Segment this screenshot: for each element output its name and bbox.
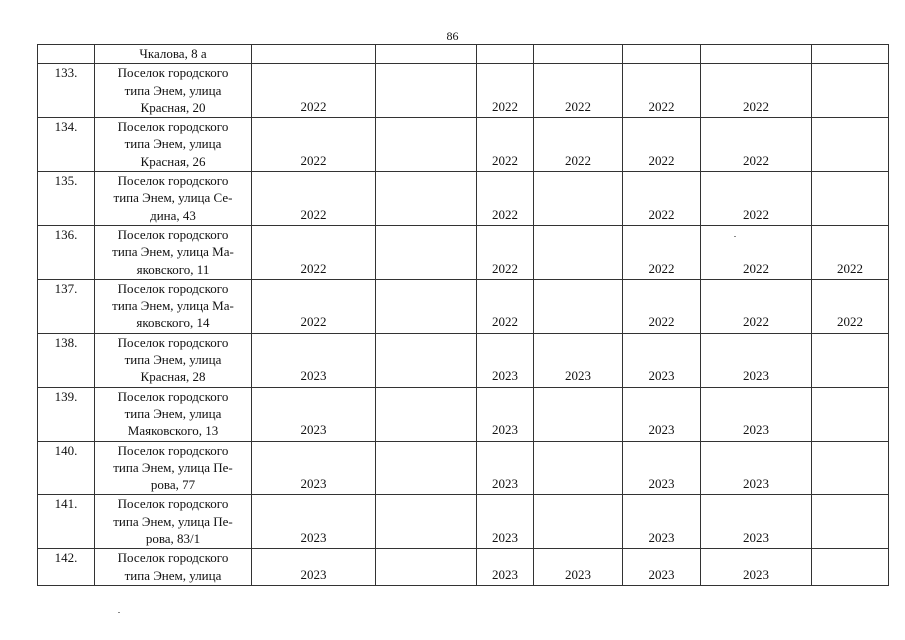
address-line: Поселок городского: [117, 65, 229, 81]
year-cell: 2023: [252, 549, 376, 586]
year-cell: [812, 172, 889, 226]
year-cell: [376, 118, 477, 172]
year-cell: [812, 64, 889, 118]
year-cell: 2023: [623, 495, 701, 549]
address-cell: [95, 225, 252, 279]
address-line: Красная, 20: [140, 99, 206, 115]
address-cell: [95, 333, 252, 387]
year-cell: [376, 64, 477, 118]
address-line: рова, 83/1: [145, 531, 201, 547]
year-cell: 2023: [701, 495, 812, 549]
year-cell: 2023: [252, 495, 376, 549]
row-number: [38, 45, 95, 64]
address-cell: [95, 387, 252, 441]
address-cell: [95, 64, 252, 118]
year-cell: 2022: [252, 64, 376, 118]
year-cell: 2023: [623, 333, 701, 387]
address-cell: [95, 118, 252, 172]
year-cell: [534, 387, 623, 441]
year-cell: 2022: [701, 225, 812, 279]
year-cell: [812, 441, 889, 495]
address-cell: [95, 495, 252, 549]
year-cell: 2023: [534, 549, 623, 586]
address-line: типа Энем, улица Ма-: [112, 244, 234, 260]
address-line: Поселок городского: [117, 226, 229, 242]
year-cell: [252, 45, 376, 64]
year-cell: [534, 225, 623, 279]
year-cell: [534, 45, 623, 64]
year-cell: [812, 333, 889, 387]
year-cell: 2023: [252, 333, 376, 387]
table-row: [38, 441, 889, 495]
table-row: [38, 495, 889, 549]
row-number: 140.: [38, 441, 95, 495]
year-cell: [376, 225, 477, 279]
address-line: Поселок городского: [117, 388, 229, 404]
year-cell: 2022: [701, 64, 812, 118]
year-cell: [376, 441, 477, 495]
schedule-table: [37, 44, 889, 586]
year-cell: [812, 45, 889, 64]
year-cell: 2023: [477, 495, 534, 549]
address-line: Поселок городского: [117, 550, 229, 566]
row-number: 135.: [38, 172, 95, 226]
year-cell: [701, 45, 812, 64]
year-cell: [534, 495, 623, 549]
address-line: Поселок городского: [117, 442, 229, 458]
year-cell: 2023: [701, 333, 812, 387]
address-line: рова, 77: [150, 477, 196, 493]
year-cell: 2023: [701, 441, 812, 495]
address-line: Красная, 28: [140, 369, 206, 385]
row-number: 141.: [38, 495, 95, 549]
year-cell: 2022: [534, 64, 623, 118]
year-cell: 2023: [623, 441, 701, 495]
table-row: [38, 279, 889, 333]
year-cell: 2023: [623, 549, 701, 586]
year-cell: 2022: [477, 279, 534, 333]
year-cell: 2022: [252, 172, 376, 226]
address-line: типа Энем, улица: [124, 82, 222, 98]
year-cell: [376, 387, 477, 441]
row-number: 139.: [38, 387, 95, 441]
year-cell: [812, 387, 889, 441]
table-row: [38, 387, 889, 441]
year-cell: [534, 279, 623, 333]
year-cell: [477, 45, 534, 64]
table-row: [38, 118, 889, 172]
address-line: типа Энем, улица: [124, 405, 222, 421]
year-cell: 2023: [701, 549, 812, 586]
address-line: типа Энем, улица: [124, 136, 222, 152]
year-cell: 2023: [477, 441, 534, 495]
year-cell: [376, 279, 477, 333]
year-cell: 2023: [534, 333, 623, 387]
scan-speck: [118, 612, 120, 613]
year-cell: 2022: [623, 279, 701, 333]
year-cell: 2023: [701, 387, 812, 441]
year-cell: 2022: [623, 172, 701, 226]
year-cell: 2022: [477, 64, 534, 118]
address-cell: [95, 279, 252, 333]
address-line: яковского, 14: [136, 315, 210, 331]
address-line: типа Энем, улица Пе-: [113, 513, 233, 529]
year-cell: 2023: [623, 387, 701, 441]
table-row: [38, 64, 889, 118]
address-line: Чкалова, 8 а: [139, 46, 207, 61]
year-cell: 2022: [534, 118, 623, 172]
year-cell: 2022: [623, 225, 701, 279]
year-cell: [376, 333, 477, 387]
address-line: Поселок городского: [117, 119, 229, 135]
year-cell: 2022: [252, 118, 376, 172]
address-line: Красная, 26: [140, 153, 206, 169]
year-cell: [812, 549, 889, 586]
address-line: типа Энем, улица: [124, 567, 222, 583]
year-cell: 2022: [812, 279, 889, 333]
year-cell: 2023: [477, 333, 534, 387]
year-cell: 2022: [252, 279, 376, 333]
page-number: 86: [446, 29, 459, 43]
year-cell: 2022: [477, 118, 534, 172]
table-row: [38, 549, 889, 586]
row-number: 134.: [38, 118, 95, 172]
year-cell: [623, 45, 701, 64]
address-line: Поселок городского: [117, 334, 229, 350]
year-cell: 2022: [701, 172, 812, 226]
year-cell: [534, 172, 623, 226]
address-line: Поселок городского: [117, 496, 229, 512]
year-cell: 2023: [477, 387, 534, 441]
year-cell: 2022: [701, 118, 812, 172]
row-number: 133.: [38, 64, 95, 118]
address-cell: [95, 45, 252, 64]
table-row: [38, 45, 889, 64]
year-cell: 2023: [252, 387, 376, 441]
address-line: типа Энем, улица Се-: [113, 190, 233, 206]
address-line: Поселок городского: [117, 280, 229, 296]
year-cell: 2023: [477, 549, 534, 586]
scan-speck: [734, 236, 736, 237]
address-line: типа Энем, улица: [124, 352, 222, 368]
year-cell: 2023: [252, 441, 376, 495]
address-cell: [95, 549, 252, 586]
year-cell: [812, 495, 889, 549]
year-cell: [376, 495, 477, 549]
address-line: яковского, 11: [136, 261, 210, 277]
address-cell: [95, 441, 252, 495]
year-cell: [376, 45, 477, 64]
year-cell: 2022: [623, 64, 701, 118]
address-cell: [95, 172, 252, 226]
address-line: Маяковского, 13: [127, 423, 219, 439]
year-cell: [376, 549, 477, 586]
table-row: [38, 333, 889, 387]
year-cell: 2022: [812, 225, 889, 279]
address-line: типа Энем, улица Пе-: [113, 459, 233, 475]
table-row: [38, 225, 889, 279]
year-cell: 2022: [252, 225, 376, 279]
address-line: типа Энем, улица Ма-: [112, 298, 234, 314]
year-cell: [376, 172, 477, 226]
year-cell: 2022: [477, 225, 534, 279]
row-number: 142.: [38, 549, 95, 586]
row-number: 136.: [38, 225, 95, 279]
address-line: Поселок городского: [117, 173, 229, 189]
year-cell: [812, 118, 889, 172]
year-cell: 2022: [701, 279, 812, 333]
row-number: 137.: [38, 279, 95, 333]
year-cell: 2022: [623, 118, 701, 172]
row-number: 138.: [38, 333, 95, 387]
year-cell: 2022: [477, 172, 534, 226]
table-row: [38, 172, 889, 226]
address-line: дина, 43: [150, 207, 196, 223]
year-cell: [534, 441, 623, 495]
